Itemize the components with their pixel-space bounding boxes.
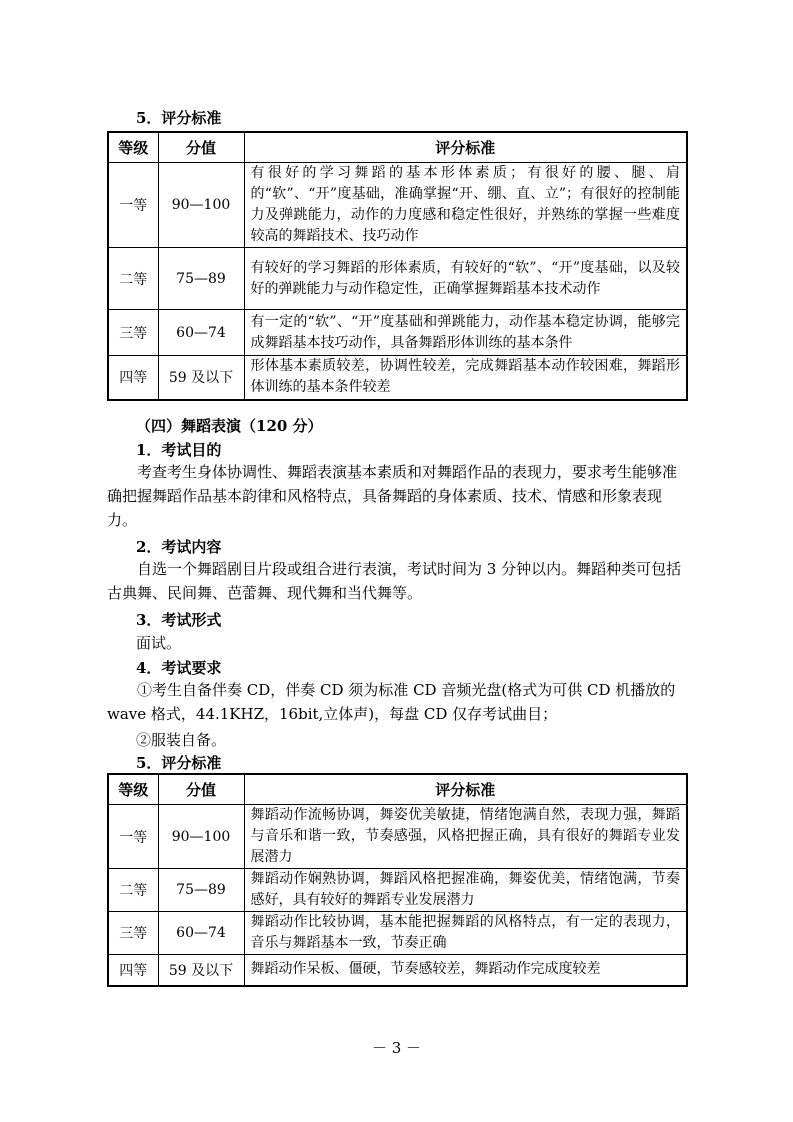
score-cell: 90—100	[158, 163, 244, 248]
criteria-cell: 舞蹈动作娴熟协调，舞蹈风格把握准确，舞姿优美，情绪饱满，节奏感好，具有较好的舞蹈专业发展潜力	[244, 869, 687, 912]
requirement-item-2: ②服装自备。	[136, 731, 227, 749]
paragraph-content: 自选一个舞蹈剧目片段或组合进行表演，考试时间为 3 分钟以内。舞蹈种类可包括古典舞、民间舞、芭蕾舞、现代舞和当代舞等。	[107, 560, 682, 602]
grade-cell: 二等	[108, 869, 158, 912]
grade-cell: 一等	[108, 163, 158, 248]
section-heading-requirements: 4．考试要求	[136, 659, 222, 677]
criteria-cell: 有很好的学习舞蹈的基本形体素质；有很好的腰、腿、肩的“软”、“开”度基础，准确掌握“开、绷、直、立”；有很好的控制能力及弹跳能力，动作的力度感和稳定性很好，并熟练的掌握一些难度较高的舞蹈技术、技巧动作	[244, 163, 687, 248]
criteria-cell: 舞蹈动作比较协调，基本能把握舞蹈的风格特点，有一定的表现力，音乐与舞蹈基本一致，节奏正确	[244, 912, 687, 955]
header-score: 分值	[158, 132, 244, 163]
table-row	[108, 805, 687, 869]
grade-cell: 三等	[108, 310, 158, 356]
section-heading-content: 2．考试内容	[136, 538, 222, 556]
table-row	[108, 248, 687, 310]
criteria-cell: 有一定的“软”、“开”度基础和弹跳能力，动作基本稳定协调，能够完成舞蹈基本技巧动作，具备舞蹈形体训练的基本条件	[244, 310, 687, 356]
grade-cell: 四等	[108, 955, 158, 986]
paragraph-format: 面试。	[136, 634, 182, 652]
criteria-cell: 有较好的学习舞蹈的形体素质，有较好的“软”、“开”度基础，以及较好的弹跳能力与动作稳定性，正确掌握舞蹈基本技术动作	[244, 248, 687, 310]
paragraph-purpose: 考查考生身体协调性、舞蹈表演基本素质和对舞蹈作品的表现力，要求考生能够准确把握舞蹈作品基本韵律和风格特点，具备舞蹈的身体素质、技术、情感和形象表现力。	[107, 463, 678, 529]
score-cell: 90—100	[158, 805, 244, 869]
grade-cell: 三等	[108, 912, 158, 955]
criteria-cell: 形体基本素质较差，协调性较差，完成舞蹈基本动作较困难，舞蹈形体训练的基本条件较差	[244, 356, 687, 400]
criteria-cell: 舞蹈动作流畅协调，舞姿优美敏捷，情绪饱满自然，表现力强，舞蹈与音乐和谐一致，节奏感强，风格把握正确，具有很好的舞蹈专业发展潜力	[244, 805, 687, 869]
section-heading-purpose: 1．考试目的	[136, 441, 222, 459]
section-heading-format: 3．考试形式	[136, 611, 222, 629]
scoring-table-performance	[107, 773, 688, 987]
score-cell: 75—89	[158, 869, 244, 912]
requirement-item-1: ①考生自备伴奏 CD，伴奏 CD 须为标准 CD 音频光盘(格式为可供 CD 机播放的 wave 格式，44.1KHZ，16bit,立体声)，每盘 CD 仅存考试曲目；	[107, 681, 676, 723]
table-row	[108, 869, 687, 912]
table-row	[108, 356, 687, 400]
header-criteria: 评分标准	[244, 132, 687, 163]
grade-cell: 二等	[108, 248, 158, 310]
score-cell: 60—74	[158, 310, 244, 356]
section-heading-scoring-1: 5．评分标准	[136, 109, 222, 127]
scoring-table-basic	[107, 131, 688, 401]
table-row	[108, 912, 687, 955]
grade-cell: 四等	[108, 356, 158, 400]
header-grade: 等级	[108, 132, 158, 163]
part-title-dance-performance: （四）舞蹈表演（120 分）	[136, 417, 323, 435]
header-score: 分值	[158, 774, 244, 805]
score-cell: 59 及以下	[158, 356, 244, 400]
table-header-row	[108, 774, 687, 805]
table-header-row	[108, 132, 687, 163]
header-grade: 等级	[108, 774, 158, 805]
criteria-cell: 舞蹈动作呆板、僵硬，节奏感较差，舞蹈动作完成度较差	[244, 955, 687, 986]
grade-cell: 一等	[108, 805, 158, 869]
page-number: － 3 －	[371, 1039, 422, 1057]
table-row	[108, 310, 687, 356]
table-row	[108, 955, 687, 986]
score-cell: 75—89	[158, 248, 244, 310]
header-criteria: 评分标准	[244, 774, 687, 805]
section-heading-scoring-2: 5．评分标准	[136, 754, 222, 772]
table-row	[108, 163, 687, 248]
score-cell: 60—74	[158, 912, 244, 955]
score-cell: 59 及以下	[158, 955, 244, 986]
